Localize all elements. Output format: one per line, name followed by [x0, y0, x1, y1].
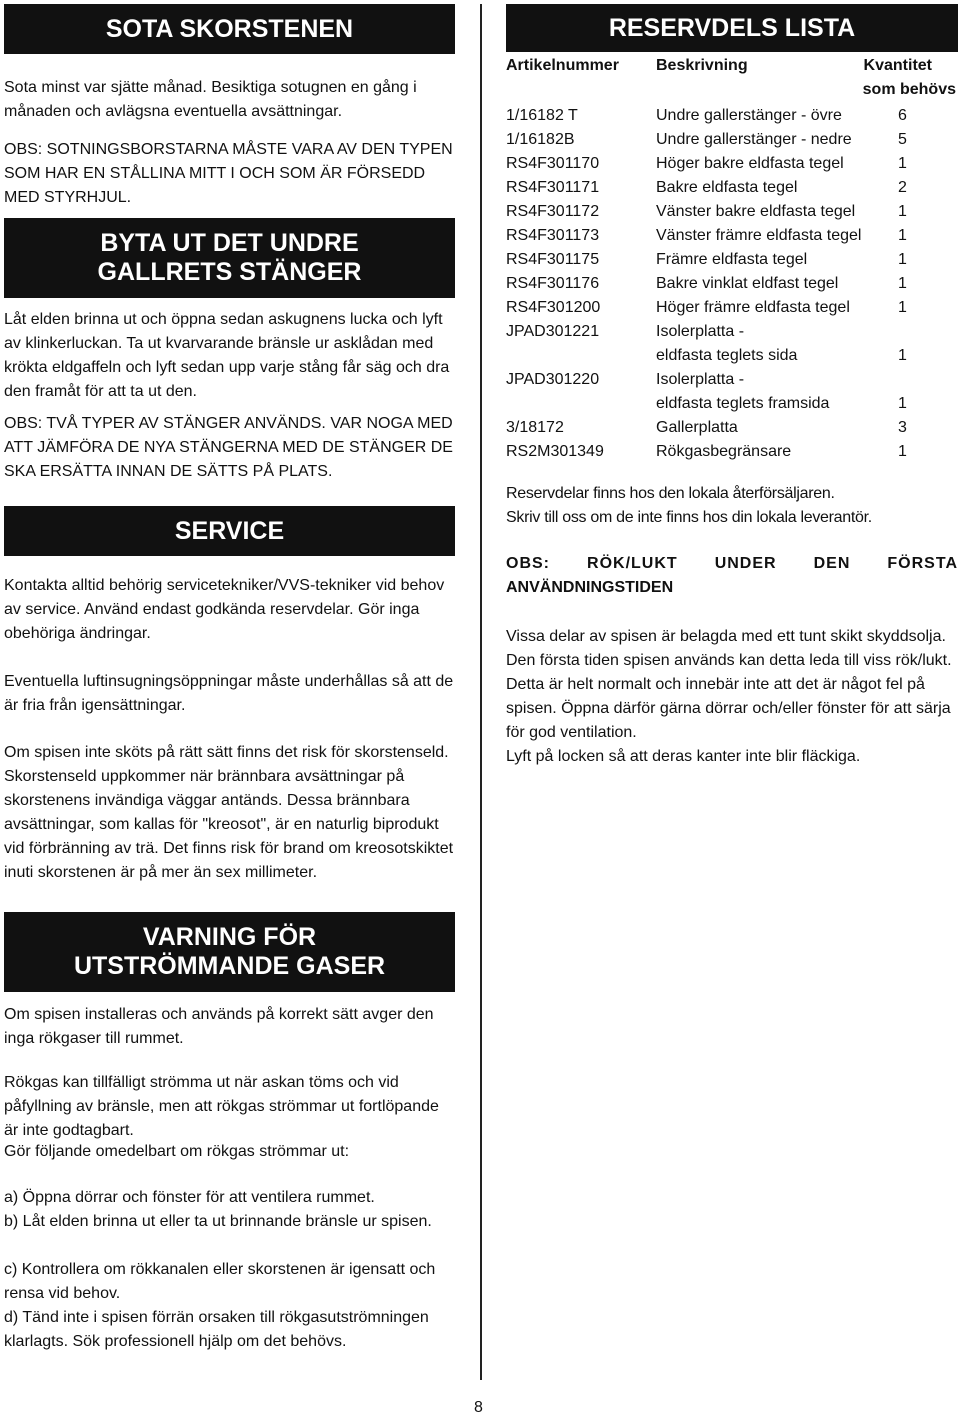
article-cell: RS4F301173	[506, 227, 600, 244]
header-description: Beskrivning	[656, 57, 748, 74]
parts-table-header	[506, 54, 958, 102]
table-row	[506, 344, 958, 368]
description-cell: Undre gallerstänger - övre	[656, 107, 842, 124]
description-cell: Bakre vinklat eldfast tegel	[656, 275, 839, 292]
quantity-cell: 1	[898, 299, 907, 316]
varning-heading-text: VARNING FÖR UTSTRÖMMANDE GASER	[73, 923, 386, 980]
description-cell: Höger främre eldfasta tegel	[656, 299, 850, 316]
description-cell: Höger bakre eldfasta tegel	[656, 155, 844, 172]
table-row	[506, 272, 958, 296]
page-number: 8	[474, 1399, 483, 1416]
dealer-line-1: Reservdelar finns hos den lokala återförsäljaren.	[506, 485, 835, 502]
table-row	[506, 224, 958, 248]
quantity-cell: 1	[898, 155, 907, 172]
byta-paragraph-1: Låt elden brinna ut och öppna sedan askugnens lucka och lyft av klinkerluckan. Ta ut kvarvarande bränsle ur asklådan med krökta eldgaffeln och lyft sedan upp varje stång får säg och dra den framåt för att ta ut den.	[4, 311, 450, 400]
column-divider	[480, 4, 482, 1380]
description-cell: Rökgasbegränsare	[656, 443, 792, 460]
service-paragraph-3: Om spisen inte sköts på rätt sätt finns det risk för skorstenseld. Skorstenseld uppkommer när brännbara avsättningar på skorstenens invändiga väggar antänds. Dessa brännbara avsättningar, som kallas för "kreosot", är en naturlig biprodukt vid förbränning av trä. Det finns risk för brand om kreosotskiktet inuti skorstenen är på mer än sex millimeter.	[4, 744, 454, 881]
article-cell: 1/16182B	[506, 131, 575, 148]
article-cell: 1/16182 T	[506, 107, 578, 124]
description-cell: Isolerplatta -	[656, 371, 745, 388]
varning-heading	[4, 912, 455, 992]
description-cell: Vänster främre eldfasta tegel	[656, 227, 862, 244]
service-heading: SERVICE	[4, 506, 455, 556]
table-row	[506, 248, 958, 272]
quantity-cell: 1	[898, 443, 907, 460]
quantity-cell: 6	[898, 107, 907, 124]
table-row	[506, 104, 958, 128]
varning-step-c: c) Kontrollera om rökkanalen eller skorstenen är igensatt och rensa vid behov.	[4, 1261, 436, 1302]
quantity-cell: 1	[898, 347, 907, 364]
table-row	[506, 368, 958, 392]
description-cell: eldfasta teglets sida	[656, 347, 798, 364]
description-cell: Vänster bakre eldfasta tegel	[656, 203, 856, 220]
reservdels-heading: RESERVDELS LISTA	[506, 4, 958, 52]
article-cell: JPAD301220	[506, 371, 600, 388]
varning-paragraph-3: Gör följande omedelbart om rökgas strömmar ut:	[4, 1143, 350, 1160]
table-row	[506, 416, 958, 440]
byta-heading-text: BYTA UT DET UNDRE GALLRETS STÄNGER	[97, 229, 362, 286]
table-row	[506, 392, 958, 416]
header-article: Artikelnummer	[506, 57, 619, 74]
article-cell: JPAD301221	[506, 323, 600, 340]
varning-step-d: d) Tänd inte i spisen förrän orsaken till rökgasutströmningen klarlagts. Sök professionell hjälp om det behövs.	[4, 1309, 429, 1350]
description-cell: eldfasta teglets framsida	[656, 395, 830, 412]
service-paragraph-2: Eventuella luftinsugningsöppningar måste underhållas så att de är fria från igensättningar.	[4, 673, 454, 714]
table-row	[506, 176, 958, 200]
quantity-cell: 2	[898, 179, 907, 196]
obs-heading-line-2: ANVÄNDNINGSTIDEN	[506, 579, 674, 596]
varning-paragraph-2: Rökgas kan tillfälligt strömma ut när askan töms och vid påfyllning av bränsle, men att rökgas strömmar ut fortlöpande är inte godtagbart.	[4, 1074, 439, 1139]
table-row	[506, 320, 958, 344]
sota-paragraph-2: OBS: SOTNINGSBORSTARNA MÅSTE VARA AV DEN TYPEN SOM HAR EN STÅLLINA MITT I OCH SOM ÄR FÖRSEDD MED STYRHJUL.	[4, 141, 453, 206]
varning-step-b: b) Låt elden brinna ut eller ta ut brinnande bränsle ur spisen.	[4, 1213, 432, 1230]
obs-paragraph-1: Vissa delar av spisen är belagda med ett tunt skikt skyddsolja. Den första tiden spisen används kan detta leda till viss rök/lukt. Detta är helt normalt och innebär inte att det är något fel på spisen. Öppna därför gärna dörrar och/eller fönster för att särja för god ventilation.	[506, 628, 952, 741]
quantity-cell: 3	[898, 419, 907, 436]
dealer-line-2: Skriv till oss om de inte finns hos din lokala leverantör.	[506, 509, 872, 526]
varning-step-a: a) Öppna dörrar och fönster för att ventilera rummet.	[4, 1189, 375, 1206]
description-cell: Gallerplatta	[656, 419, 738, 436]
parts-table	[506, 54, 958, 462]
header-quantity	[863, 54, 956, 102]
obs-paragraph-2: Lyft på locken så att deras kanter inte blir fläckiga.	[506, 748, 861, 765]
table-row	[506, 128, 958, 152]
article-cell: RS4F301171	[506, 179, 600, 196]
quantity-cell: 1	[898, 395, 907, 412]
table-row	[506, 440, 958, 464]
article-cell: RS4F301170	[506, 155, 600, 172]
description-cell: Isolerplatta -	[656, 323, 745, 340]
description-cell: Främre eldfasta tegel	[656, 251, 808, 268]
article-cell: RS4F301176	[506, 275, 600, 292]
article-cell: RS4F301200	[506, 299, 601, 316]
quantity-cell: 1	[898, 275, 907, 292]
description-cell: Bakre eldfasta tegel	[656, 179, 798, 196]
article-cell: RS4F301175	[506, 251, 600, 268]
quantity-cell: 1	[898, 251, 907, 268]
table-row	[506, 152, 958, 176]
quantity-cell: 1	[898, 227, 907, 244]
article-cell: RS4F301172	[506, 203, 600, 220]
header-quantity-line-1: Kvantitet	[863, 57, 932, 74]
quantity-cell: 1	[898, 203, 907, 220]
obs-heading-line-1: OBS: RÖK/LUKT UNDER DEN FÖRSTA	[506, 555, 958, 572]
table-row	[506, 296, 958, 320]
sota-paragraph-1: Sota minst var sjätte månad. Besiktiga sotugnen en gång i månaden och avlägsna eventuella avsättningar.	[4, 79, 417, 120]
table-row	[506, 200, 958, 224]
description-cell: Undre gallerstänger - nedre	[656, 131, 852, 148]
article-cell: 3/18172	[506, 419, 564, 436]
service-paragraph-1: Kontakta alltid behörig servicetekniker/VVS-tekniker vid behov av service. Använd endast godkända reservdelar. Gör inga obehöriga ändringar.	[4, 577, 445, 642]
sota-heading: SOTA SKORSTENEN	[4, 4, 455, 54]
header-quantity-line-2: som behövs	[862, 81, 956, 98]
parts-rows	[506, 104, 958, 464]
byta-paragraph-2: OBS: TVÅ TYPER AV STÄNGER ANVÄNDS. VAR NOGA MED ATT JÄMFÖRA DE NYA STÄNGERNA MED DE STÄNGER DE SKA ERSÄTTA INNAN DE SÄTTS PÅ PLATS.	[4, 415, 453, 480]
article-cell: RS2M301349	[506, 443, 604, 460]
quantity-cell: 5	[898, 131, 907, 148]
byta-heading	[4, 218, 455, 298]
varning-paragraph-1: Om spisen installeras och används på korrekt sätt avger den inga rökgaser till rummet.	[4, 1006, 434, 1047]
